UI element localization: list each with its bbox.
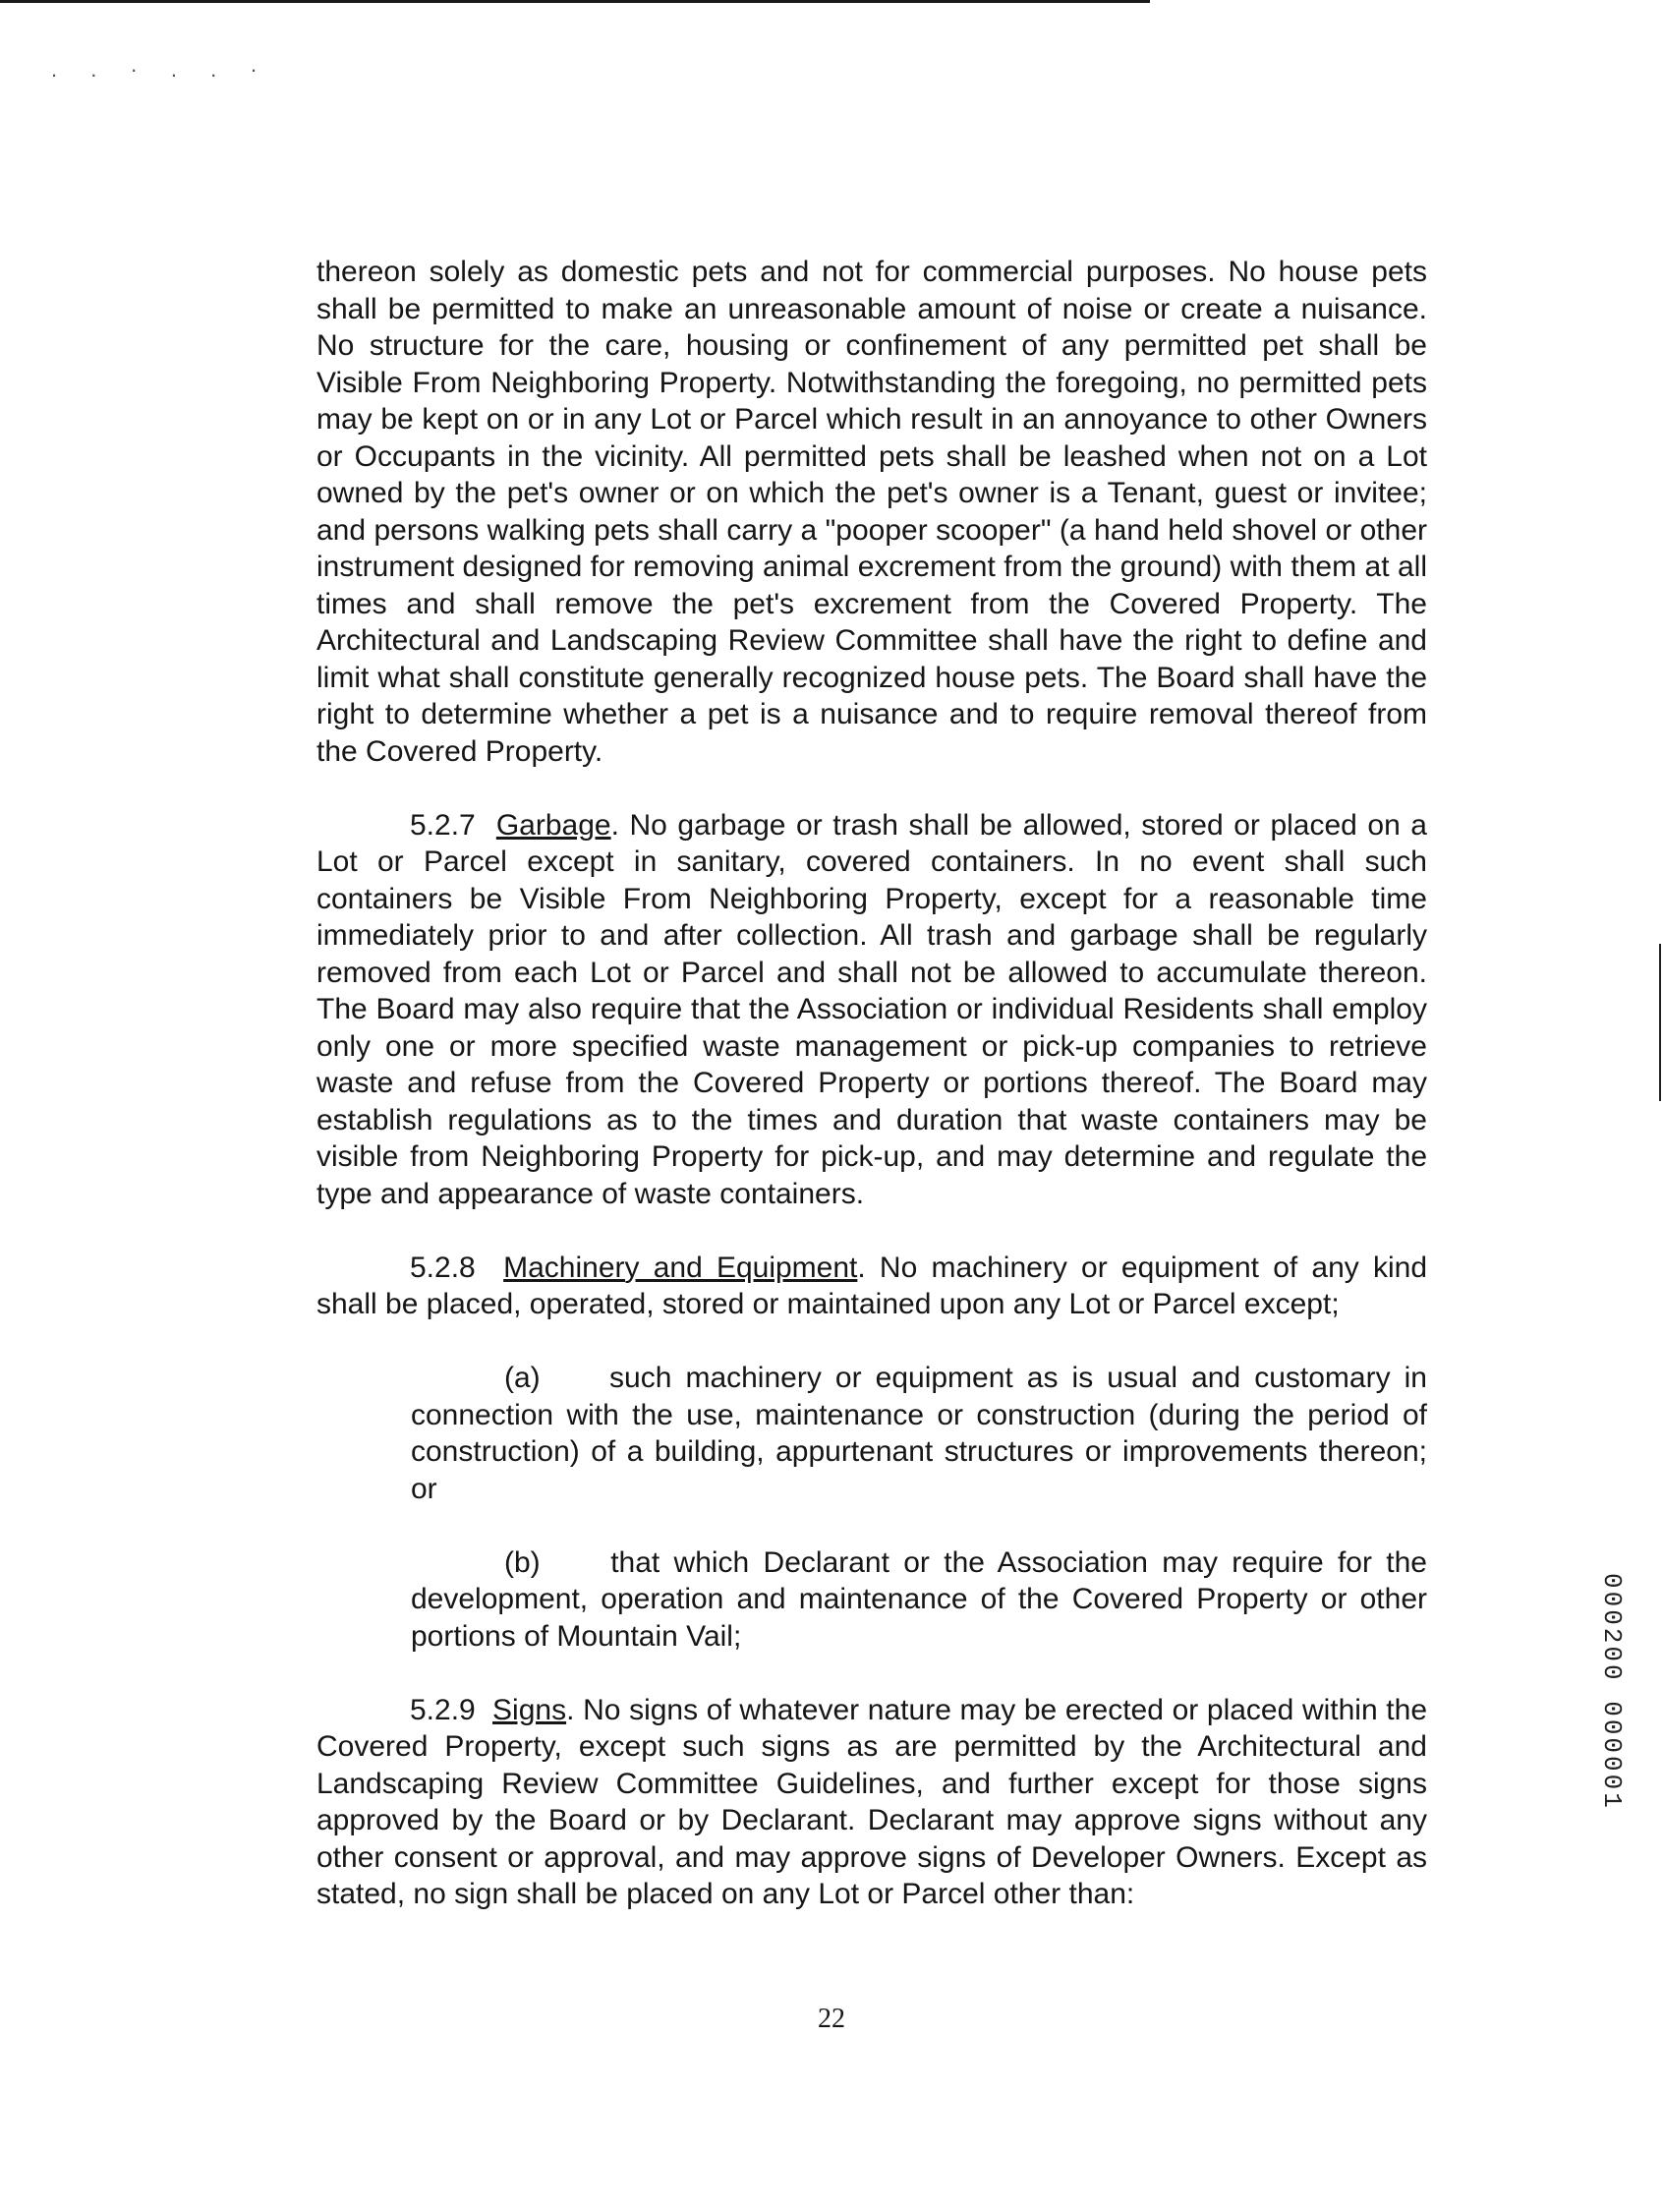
section-title: Machinery and Equipment	[503, 1251, 858, 1284]
subsection-b	[316, 1544, 1427, 1656]
section-number: 5.2.8	[410, 1251, 476, 1284]
subsection-text: that which Declarant or the Association may require for the development, operation and maintenance of the Covered Property or other portions of Mountain Vail;	[411, 1545, 1427, 1653]
section-body: . No signs of whatever nature may be erected or placed within the Covered Property, except such signs as are permitted by the Architectural and Landscaping Review Committee Guidelines, and further except for those signs approved by the Board or by Declarant. Declarant may approve signs without any other consent or approval, and may approve signs of Developer Owners. Except as stated, no sign shall be placed on any Lot or Parcel other than:	[316, 1693, 1428, 1910]
subsection-label: (a)	[504, 1362, 541, 1394]
page-number: 22	[818, 2004, 845, 2034]
subsection-text: such machinery or equipment as is usual and customary in connection with the use, maintenance or construction (during the period of construction) of a building, appurtenant structures or improvements thereon; or	[411, 1362, 1427, 1505]
paragraph-pets: thereon solely as domestic pets and not for commercial purposes. No house pets shall be permitted to make an unreasonable amount of noise or create a nuisance. No structure for the care, housing or confinement of any permitted pet shall be Visible From Neighboring Property. Notwithstanding the foregoing, no permitted pets may be kept on or in any Lot or Parcel which result in an annoyance to other Owners or Occupants in the vicinity. All permitted pets shall be leashed when not on a Lot owned by the pet's owner or on which the pet's owner is a Tenant, guest or invitee; and persons walking pets shall carry a "pooper scooper" (a hand held shovel or other instrument designed for removing animal excrement from the ground) with them at all times and shall remove the pet's excrement from the Covered Property. The Architectural and Landscaping Review Committee shall have the right to define and limit what shall constitute generally recognized house pets. The Board shall have the right to determine whether a pet is a nuisance and to require removal thereof from the Covered Property.	[316, 256, 1427, 768]
section-body: . No garbage or trash shall be allowed, stored or placed on a Lot or Parcel except in sanitary, covered containers. In no event shall such containers be Visible From Neighboring Property, except for a reasonable time immediately prior to and after collection. All trash and garbage shall be regularly removed from each Lot or Parcel and shall not be allowed to accumulate thereon. The Board may also require that the Association or individual Residents shall employ only one or more specified waste management or pick-up companies to retrieve waste and refuse from the Covered Property or portions thereof. The Board may establish regulations as to the times and duration that waste containers may be visible from Neighboring Property for pick-up, and may determine and regulate the type and appearance of waste containers.	[316, 808, 1427, 1210]
subsection-label: (b)	[504, 1545, 541, 1579]
section-5-2-7	[316, 807, 1427, 1213]
section-number: 5.2.7	[410, 808, 476, 842]
right-scan-edge	[1659, 944, 1661, 1101]
section-5-2-8	[316, 1250, 1427, 1323]
section-title: Signs	[492, 1693, 567, 1726]
section-number: 5.2.9	[410, 1693, 476, 1726]
margin-bates-stamp: 000200 000001	[1597, 1573, 1627, 1811]
section-body: . No machinery or equipment of any kind shall be placed, operated, stored or maintained upon any Lot or Parcel except;	[316, 1251, 1427, 1320]
top-scan-edge	[0, 0, 1150, 3]
scan-specks: . . · . . ·	[51, 57, 271, 82]
subsection-a	[316, 1360, 1427, 1507]
document-body	[316, 254, 1427, 1913]
section-title: Garbage	[495, 808, 611, 842]
section-5-2-9	[316, 1692, 1427, 1913]
